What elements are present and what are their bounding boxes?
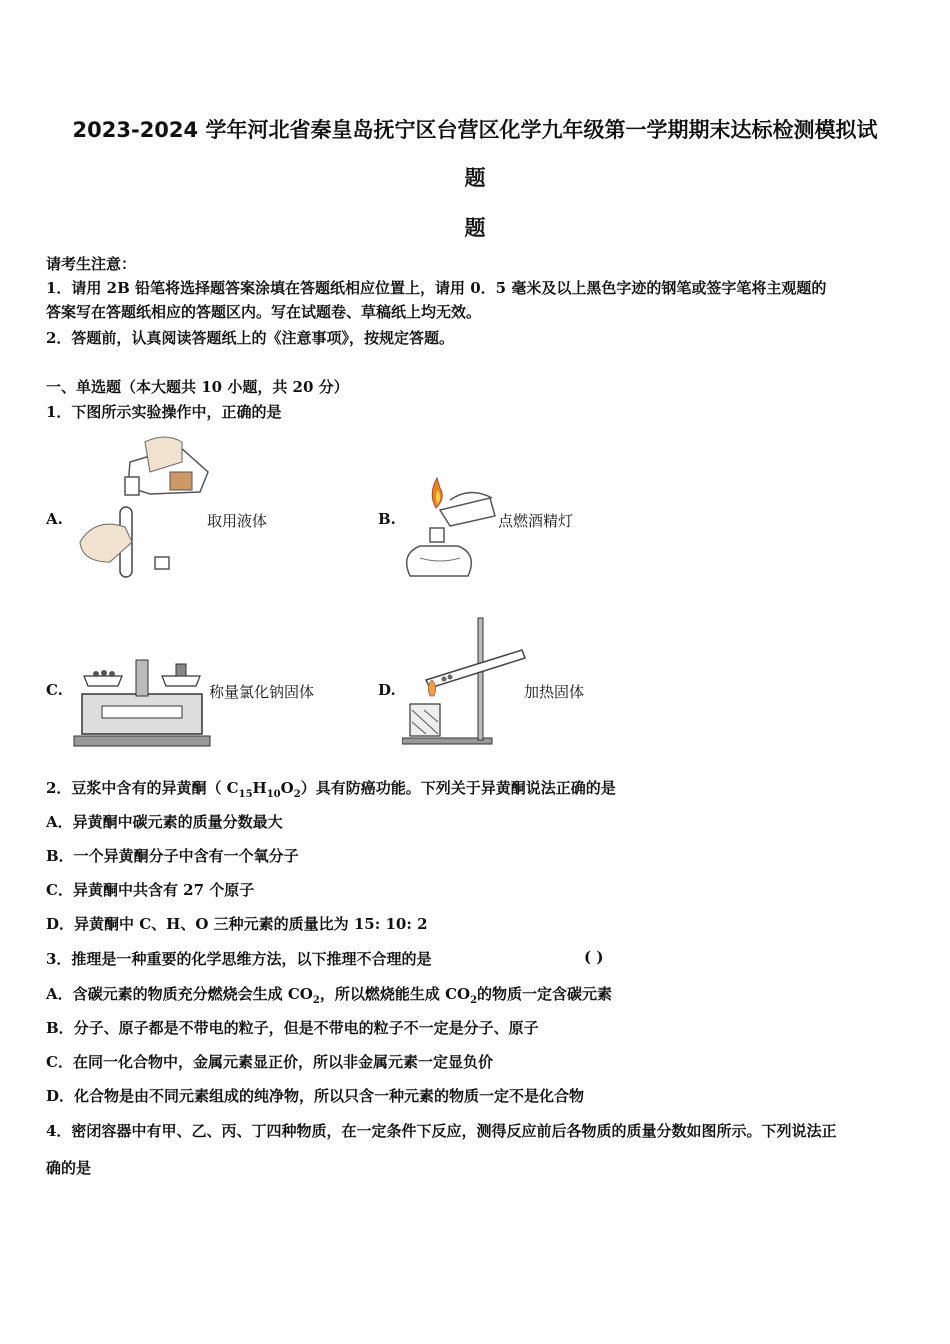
section-heading: 一、单选题（本大题共 10 小题，共 20 分） (46, 378, 349, 396)
notice-heading: 请考生注意： (46, 255, 137, 273)
q3-option-c: C．在同一化合物中，金属元素显正价，所以非金属元素一定显负价 (46, 1053, 493, 1071)
q1-stem: 1．下图所示实验操作中，正确的是 (46, 403, 282, 421)
q2-option-a: A．异黄酮中碳元素的质量分数最大 (46, 813, 283, 831)
page-title-cont2: 题 (464, 216, 486, 240)
q3-answer-paren: ( ) (584, 948, 604, 966)
q1-option-d-label: D. (378, 681, 396, 699)
q1-option-a-label: A. (46, 510, 63, 528)
q2-option-d: D．异黄酮中 C、H、O 三种元素的质量比为 15: 10: 2 (46, 915, 428, 933)
q3-option-a: A．含碳元素的物质充分燃烧会生成 $CO_2$，所以燃烧能生成 $CO_2$的物质一定含碳元素 (46, 985, 613, 1006)
q3-stem: 3．推理是一种重要的化学思维方法，以下推理不合理的是 (46, 950, 432, 968)
q3-option-b: B．分子、原子都是不带电的粒子，但是不带电的粒子不一定是分子、原子 (46, 1019, 539, 1037)
q1-option-b-text: 点燃酒精灯 (498, 512, 574, 530)
q2-option-c: C．异黄酮中共含有 27 个原子 (46, 881, 255, 899)
q2-option-b: B．一个异黄酮分子中含有一个氧分子 (46, 847, 299, 865)
q2-stem: 2．豆浆中含有的异黄酮（ $C_{15}H_{10}O_2$）具有防癌功能。下列关于异黄酮说法正确的是 (46, 779, 616, 800)
heating-solid-illustration (402, 614, 527, 746)
q4-stem: 4．密闭容器中有甲、乙、丙、丁四种物质，在一定条件下反应，测得反应前后各物质的质量分数如图所示。下列说法正 (46, 1122, 837, 1140)
balance-illustration (72, 654, 212, 748)
q3-option-d: D．化合物是由不同元素组成的纯净物，所以只含一种元素的物质一定不是化合物 (46, 1087, 585, 1105)
q1-option-b-label: B. (378, 510, 396, 528)
alcohol-lamp-illustration (400, 476, 500, 580)
notice-item-1: 1．请用 2B 铅笔将选择题答案涂填在答题纸相应位置上，请用 0．5 毫米及以上黑色字迹的钢笔或签字笔将主观题的 (46, 279, 827, 297)
q1-option-c-label: C. (46, 681, 63, 699)
pour-liquid-illustration (70, 432, 210, 582)
notice-item-1-cont: 答案写在答题纸相应的答题区内。写在试题卷、草稿纸上均无效。 (46, 303, 482, 321)
page-title-cont: 题 (464, 166, 486, 190)
notice-item-2: 2．答题前，认真阅读答题纸上的《注意事项》，按规定答题。 (46, 329, 454, 347)
q4-stem-cont: 确的是 (46, 1159, 92, 1177)
page-title: 2023-2024 学年河北省秦皇岛抚宁区台营区化学九年级第一学期期末达标检测模拟试 (72, 118, 878, 142)
q1-option-c-text: 称量氯化钠固体 (209, 683, 315, 701)
q1-option-d-text: 加热固体 (524, 683, 585, 701)
q1-option-a-text: 取用液体 (207, 512, 268, 530)
